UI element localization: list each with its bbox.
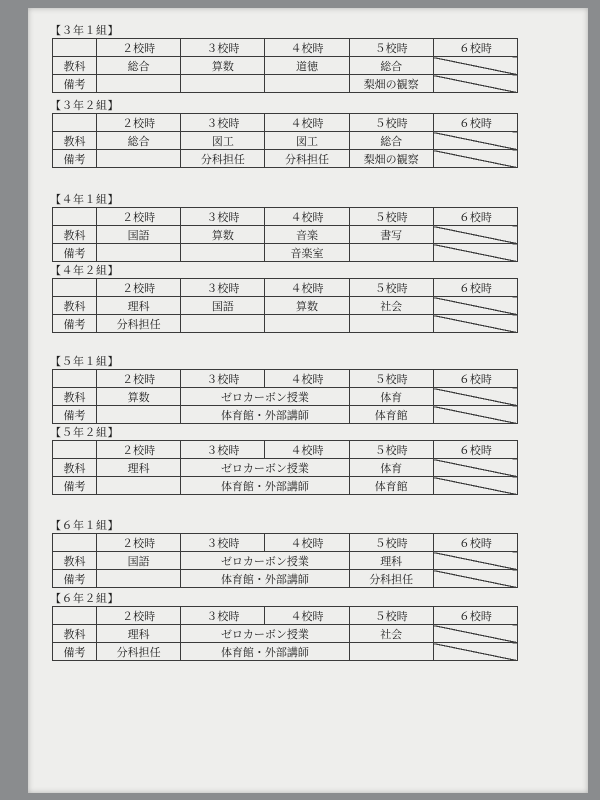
class-4-2-timetable <box>52 264 518 333</box>
header-row <box>53 441 518 459</box>
subject-row <box>53 459 518 477</box>
timetable <box>52 278 518 333</box>
corner-cell <box>53 208 97 226</box>
period-header: ２校時 <box>97 39 181 57</box>
subject-row <box>53 388 518 406</box>
empty-cell <box>433 57 517 75</box>
note-cell <box>181 75 265 93</box>
note-cell <box>97 244 181 262</box>
subject-row <box>53 625 518 643</box>
period-header: ３校時 <box>181 208 265 226</box>
class-title: 【５年２組】 <box>50 426 119 439</box>
class-5-1-timetable <box>52 355 518 424</box>
note-cell: 分科担任 <box>97 315 181 333</box>
row-label-subject: 教科 <box>53 552 97 570</box>
note-cell <box>349 244 433 262</box>
row-label-subject: 教科 <box>53 57 97 75</box>
empty-cell <box>433 297 517 315</box>
empty-cell <box>433 244 517 262</box>
header-row <box>53 534 518 552</box>
period-header: ４校時 <box>265 39 349 57</box>
row-label-note: 備考 <box>53 75 97 93</box>
period-header: ６校時 <box>433 370 517 388</box>
note-cell <box>181 244 265 262</box>
subject-cell: 総合 <box>349 57 433 75</box>
timetable <box>52 533 518 588</box>
subject-cell: 算数 <box>181 57 265 75</box>
corner-cell <box>53 607 97 625</box>
period-header: ３校時 <box>181 370 265 388</box>
row-label-subject: 教科 <box>53 132 97 150</box>
note-cell: 分科担任 <box>97 643 181 661</box>
period-header: ５校時 <box>349 607 433 625</box>
subject-cell: 理科 <box>97 625 181 643</box>
empty-cell <box>433 406 517 424</box>
class-title: 【５年１組】 <box>50 355 119 368</box>
empty-cell <box>433 315 517 333</box>
row-label-subject: 教科 <box>53 388 97 406</box>
corner-cell <box>53 534 97 552</box>
period-header: ５校時 <box>349 370 433 388</box>
subject-cell: 図工 <box>181 132 265 150</box>
period-header: ２校時 <box>97 607 181 625</box>
subject-row <box>53 297 518 315</box>
note-row <box>53 477 518 495</box>
note-cell <box>349 315 433 333</box>
empty-cell <box>433 552 517 570</box>
class-5-2-timetable <box>52 426 518 495</box>
period-header: ６校時 <box>433 534 517 552</box>
note-cell <box>97 150 181 168</box>
row-label-note: 備考 <box>53 643 97 661</box>
class-4-1-timetable <box>52 193 518 262</box>
empty-cell <box>433 388 517 406</box>
row-label-subject: 教科 <box>53 625 97 643</box>
period-header: ６校時 <box>433 208 517 226</box>
header-row <box>53 39 518 57</box>
note-cell: 梨畑の観察 <box>349 75 433 93</box>
subject-cell-merged: ゼロカーボン授業 <box>181 625 349 643</box>
subject-cell: 総合 <box>97 57 181 75</box>
note-cell <box>97 75 181 93</box>
empty-cell <box>433 459 517 477</box>
empty-cell <box>433 75 517 93</box>
period-header: ３校時 <box>181 441 265 459</box>
period-header: ３校時 <box>181 114 265 132</box>
period-header: ２校時 <box>97 279 181 297</box>
period-header: ６校時 <box>433 607 517 625</box>
period-header: ６校時 <box>433 441 517 459</box>
timetable <box>52 369 518 424</box>
subject-cell: 国語 <box>181 297 265 315</box>
period-header: ４校時 <box>265 114 349 132</box>
class-6-2-timetable <box>52 592 518 661</box>
subject-row <box>53 132 518 150</box>
period-header: ２校時 <box>97 534 181 552</box>
timetable <box>52 113 518 168</box>
period-header: ５校時 <box>349 534 433 552</box>
period-header: ６校時 <box>433 279 517 297</box>
subject-cell: 総合 <box>97 132 181 150</box>
header-row <box>53 279 518 297</box>
note-cell: 分科担任 <box>265 150 349 168</box>
row-label-note: 備考 <box>53 150 97 168</box>
period-header: ２校時 <box>97 114 181 132</box>
period-header: ４校時 <box>265 534 349 552</box>
subject-cell-merged: ゼロカーボン授業 <box>181 552 349 570</box>
subject-cell: 算数 <box>97 388 181 406</box>
period-header: ４校時 <box>265 370 349 388</box>
empty-cell <box>433 132 517 150</box>
note-cell-merged: 体育館・外部講師 <box>181 477 349 495</box>
subject-cell: 体育 <box>349 459 433 477</box>
subject-cell: 理科 <box>349 552 433 570</box>
period-header: ３校時 <box>181 534 265 552</box>
class-title: 【３年１組】 <box>50 24 119 37</box>
subject-cell: 理科 <box>97 297 181 315</box>
subject-cell: 理科 <box>97 459 181 477</box>
class-6-1-timetable <box>52 519 518 588</box>
subject-cell: 道徳 <box>265 57 349 75</box>
subject-row <box>53 57 518 75</box>
subject-row <box>53 226 518 244</box>
period-header: ４校時 <box>265 208 349 226</box>
empty-cell <box>433 477 517 495</box>
corner-cell <box>53 114 97 132</box>
timetable <box>52 207 518 262</box>
class-title: 【３年２組】 <box>50 99 119 112</box>
period-header: ２校時 <box>97 441 181 459</box>
note-row <box>53 244 518 262</box>
timetable <box>52 606 518 661</box>
row-label-note: 備考 <box>53 570 97 588</box>
note-cell <box>265 75 349 93</box>
note-cell <box>181 315 265 333</box>
subject-cell: 算数 <box>181 226 265 244</box>
period-header: ２校時 <box>97 208 181 226</box>
subject-cell: 国語 <box>97 226 181 244</box>
empty-cell <box>433 625 517 643</box>
row-label-subject: 教科 <box>53 226 97 244</box>
class-title: 【６年１組】 <box>50 519 119 532</box>
class-title: 【６年２組】 <box>50 592 119 605</box>
subject-row <box>53 552 518 570</box>
period-header: ４校時 <box>265 279 349 297</box>
note-cell <box>97 570 181 588</box>
note-row <box>53 643 518 661</box>
corner-cell <box>53 370 97 388</box>
note-row <box>53 406 518 424</box>
row-label-subject: 教科 <box>53 297 97 315</box>
period-header: ５校時 <box>349 208 433 226</box>
period-header: ６校時 <box>433 39 517 57</box>
header-row <box>53 114 518 132</box>
subject-cell: 体育 <box>349 388 433 406</box>
subject-cell: 社会 <box>349 297 433 315</box>
note-cell <box>265 315 349 333</box>
note-cell-merged: 体育館・外部講師 <box>181 570 349 588</box>
note-row <box>53 315 518 333</box>
period-header: ５校時 <box>349 279 433 297</box>
row-label-subject: 教科 <box>53 459 97 477</box>
class-3-1-timetable <box>52 24 518 93</box>
note-row <box>53 570 518 588</box>
row-label-note: 備考 <box>53 244 97 262</box>
row-label-note: 備考 <box>53 406 97 424</box>
note-cell-merged: 体育館・外部講師 <box>181 643 349 661</box>
empty-cell <box>433 150 517 168</box>
note-cell <box>97 406 181 424</box>
note-cell: 体育館 <box>349 477 433 495</box>
period-header: ３校時 <box>181 279 265 297</box>
subject-cell: 図工 <box>265 132 349 150</box>
note-cell <box>349 643 433 661</box>
class-title: 【４年２組】 <box>50 264 119 277</box>
period-header: ２校時 <box>97 370 181 388</box>
timetable <box>52 440 518 495</box>
note-cell-merged: 体育館・外部講師 <box>181 406 349 424</box>
empty-cell <box>433 643 517 661</box>
note-cell: 分科担任 <box>349 570 433 588</box>
note-row <box>53 75 518 93</box>
note-cell: 音楽室 <box>265 244 349 262</box>
period-header: ４校時 <box>265 607 349 625</box>
row-label-note: 備考 <box>53 477 97 495</box>
timetable <box>52 38 518 93</box>
subject-cell: 音楽 <box>265 226 349 244</box>
header-row <box>53 370 518 388</box>
subject-cell: 社会 <box>349 625 433 643</box>
period-header: ５校時 <box>349 114 433 132</box>
subject-cell-merged: ゼロカーボン授業 <box>181 459 349 477</box>
note-cell: 分科担任 <box>181 150 265 168</box>
note-cell: 体育館 <box>349 406 433 424</box>
period-header: ４校時 <box>265 441 349 459</box>
class-3-2-timetable <box>52 99 518 168</box>
period-header: ３校時 <box>181 39 265 57</box>
period-header: ３校時 <box>181 607 265 625</box>
note-row <box>53 150 518 168</box>
row-label-note: 備考 <box>53 315 97 333</box>
header-row <box>53 208 518 226</box>
header-row <box>53 607 518 625</box>
subject-cell-merged: ゼロカーボン授業 <box>181 388 349 406</box>
period-header: ５校時 <box>349 39 433 57</box>
subject-cell: 総合 <box>349 132 433 150</box>
corner-cell <box>53 279 97 297</box>
period-header: ６校時 <box>433 114 517 132</box>
corner-cell <box>53 441 97 459</box>
empty-cell <box>433 570 517 588</box>
subject-cell: 国語 <box>97 552 181 570</box>
subject-cell: 書写 <box>349 226 433 244</box>
period-header: ５校時 <box>349 441 433 459</box>
empty-cell <box>433 226 517 244</box>
class-title: 【４年１組】 <box>50 193 119 206</box>
subject-cell: 算数 <box>265 297 349 315</box>
note-cell <box>97 477 181 495</box>
corner-cell <box>53 39 97 57</box>
note-cell: 梨畑の観察 <box>349 150 433 168</box>
